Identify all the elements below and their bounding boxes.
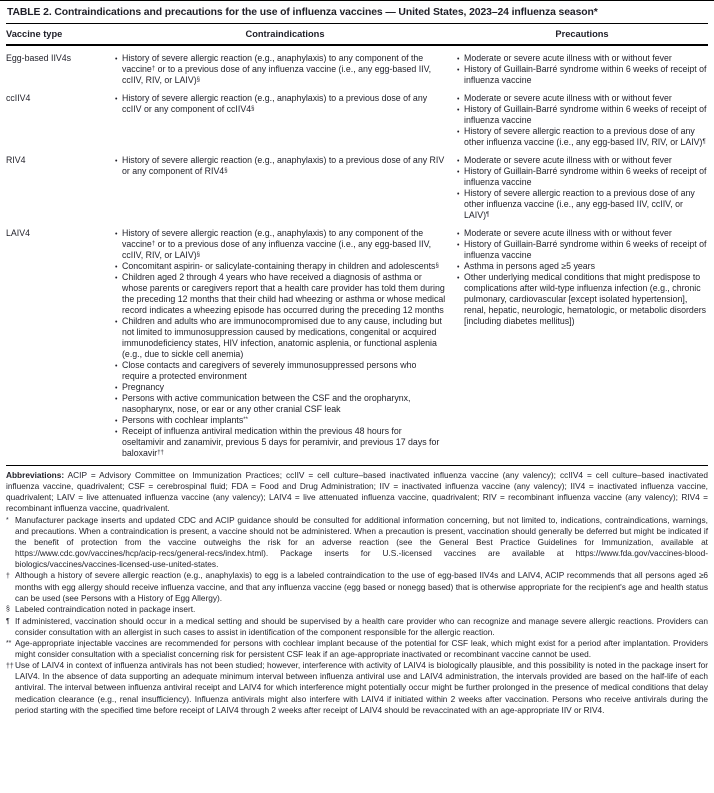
bullet-item: • Children and adults who are immunocompromised due to any cause, including but not limited to immunosuppression caused by medications, congenital or acquired immunodeficiency states, HIV infection, anatomic asplenia, or functional asplenia (e.g., due to sickle cell anemia) xyxy=(114,316,446,360)
footnote-text: Age-appropriate injectable vaccines are recommended for persons with cochlear implant because of the potential for CSF leak, which might exist for a period after implantation. Providers might consider consultation with a specialist concerning risk for persistent CSF leak if an age-appropriate inactivated or recombinant vaccine cannot be used. xyxy=(15,637,708,659)
abbreviations-label: Abbreviations: xyxy=(6,470,65,480)
bullet-item: • Concomitant aspirin- or salicylate-containing therapy in children and adolescents§ xyxy=(114,261,446,272)
bullet-item: • Moderate or severe acute illness with or without fever xyxy=(456,155,708,166)
bullet-item: • Persons with active communication between the CSF and the oropharynx, nasopharynx, nose, or ear or any other cranial CSF leak xyxy=(114,393,446,415)
footnote-marker: § xyxy=(6,606,10,614)
precautions-cell xyxy=(456,228,708,459)
footnote xyxy=(6,616,708,638)
footnote xyxy=(6,515,708,571)
vaccine-type-label: Egg-based IIV4s xyxy=(6,53,72,63)
precautions-cell xyxy=(456,53,708,86)
table-header-row xyxy=(6,24,708,46)
footnote xyxy=(6,660,708,716)
bullet-item: • Asthma in persons aged ≥5 years xyxy=(456,261,708,272)
bullet-item: • History of severe allergic reaction (e.g., anaphylaxis) to any component of the vaccine† or to a previous dose of any influenza vaccine (i.e., any egg-based IIV, ccIIV, RIV, or LAIV)§ xyxy=(114,53,446,86)
footnote-text: Labeled contraindication noted in package insert. xyxy=(15,603,196,614)
contraindications-cell xyxy=(114,228,456,459)
precautions-cell xyxy=(456,93,708,148)
footnote-text: Use of LAIV4 in context of influenza antivirals has not been studied; however, interference with activity of LAIV4 is biologically plausible, and this possibility is noted in the package insert for LAIV4. In the absence of data supporting an adequate minimum interval between influenza antiviral use and LAIV4 administration, the intervals provided are based on the half-life of each antiviral. The interval between influenza antiviral receipt and LAIV4 for which interference might potentially occur might be further prolonged in the presence of medical conditions that delay medication clearance (e.g., renal insufficiency). Influenza antivirals might also interfere with LAIV4 if initiated within 2 weeks after vaccination. Persons who receive antivirals during the period starting with the specified time before receipt of LAIV4 through 2 weeks after receipt of LAIV4 should be revaccinated with an age-appropriate IIV or RIV4. xyxy=(15,660,708,715)
bullet-item: • Receipt of influenza antiviral medication within the previous 48 hours for oseltamivir and zanamivir, previous 5 days for peramivir, and previous 17 days for baloxavir†† xyxy=(114,426,446,459)
footnote xyxy=(6,638,708,660)
precautions-cell xyxy=(456,155,708,221)
bullet-item: • History of severe allergic reaction to a previous dose of any other influenza vaccine (i.e., any egg-based IIV, RIV, or LAIV)¶ xyxy=(456,126,708,148)
footnote-marker: * xyxy=(6,517,9,525)
footnote xyxy=(6,570,708,603)
footnote-text: Although a history of severe allergic reaction (e.g., anaphylaxis) to egg is a labeled contraindication to the use of egg-based IIV4s and LAIV4, ACIP recommends that all persons aged ≥6 months with egg allergy should receive influenza vaccine, and that any influenza vaccine (egg based or nonegg based) that is otherwise appropriate for the recipient's age and health status can be used (see Persons with a History of Egg Allergy). xyxy=(15,570,708,603)
bullet-item: • Persons with cochlear implants** xyxy=(114,415,446,426)
footnote xyxy=(6,604,708,616)
vaccine-type-label: LAIV4 xyxy=(6,228,30,238)
bullet-item: • History of Guillain-Barré syndrome within 6 weeks of receipt of influenza vaccine xyxy=(456,104,708,126)
header-vaccine-type: Vaccine type xyxy=(6,29,63,39)
contraindications-cell xyxy=(114,53,456,86)
table-title: TABLE 2. Contraindications and precautions for the use of influenza vaccines — United States, 2023–24 influenza season* xyxy=(6,1,708,24)
abbreviations-text: ACIP = Advisory Committee on Immunization Practices; ccIIV = cell culture–based inactivated influenza vaccine (any valency); ccIIV4 = cell culture–based inactivated influenza vaccine, quadrivalent; CSF = cerebrospinal fluid; FDA = Food and Drug Administration; IIV = inactivated influenza vaccine (any valency); IIV4 = inactivated influenza vaccine, quadrivalent; LAIV = live attenuated influenza vaccine (any valency); LAIV4 = live attenuated influenza vaccine, quadrivalent; RIV = recombinant influenza vaccine (any valency); RIV4 = recombinant influenza vaccine, quadrivalent. xyxy=(6,470,708,514)
table-footer xyxy=(6,466,708,722)
table-row xyxy=(6,46,708,86)
vaccine-type-label: ccIIV4 xyxy=(6,93,31,103)
header-contraindications: Contraindications xyxy=(245,29,325,39)
bullet-item: • History of severe allergic reaction (e.g., anaphylaxis) to a previous dose of any RIV or any component of RIV4§ xyxy=(114,155,446,177)
bullet-item: • History of severe allergic reaction (e.g., anaphylaxis) to any component of the vaccine† or to a previous dose of any influenza vaccine (i.e., any egg-based IIV, ccIIV, RIV, or LAIV)§ xyxy=(114,228,446,261)
table-row xyxy=(6,86,708,148)
contraindications-cell xyxy=(114,93,456,148)
header-precautions: Precautions xyxy=(555,29,609,39)
vaccine-type-label: RIV4 xyxy=(6,155,26,165)
abbreviations-paragraph xyxy=(6,470,708,515)
bullet-item: • Children aged 2 through 4 years who have received a diagnosis of asthma or whose parents or caregivers report that a health care provider has told them during the preceding 12 months that their child had wheezing or asthma or whose medical record indicates a wheezing episode has occurred during the preceding 12 months xyxy=(114,272,446,316)
bullet-item: • History of Guillain-Barré syndrome within 6 weeks of receipt of influenza vaccine xyxy=(456,166,708,188)
footnote-marker: ¶ xyxy=(6,618,10,626)
table-row xyxy=(6,221,708,459)
bullet-item: • History of severe allergic reaction (e.g., anaphylaxis) to a previous dose of any ccIIV or any component of ccIIV4§ xyxy=(114,93,446,115)
footnote-marker: ** xyxy=(6,640,12,648)
bullet-item: • History of Guillain-Barré syndrome within 6 weeks of receipt of influenza vaccine xyxy=(456,64,708,86)
table-body xyxy=(6,46,708,466)
table-row xyxy=(6,148,708,221)
footnote-text: If administered, vaccination should occur in a medical setting and should be supervised by a health care provider who can recognize and manage severe allergic reactions. Providers can consider consultation with an allergist in such cases to assist in identification of the component responsible for the allergic reaction. xyxy=(15,615,708,637)
footnote-text: Manufacturer package inserts and updated CDC and ACIP guidance should be consulted for additional information concerning, but not limited to, indications, contraindications, warnings, and precautions. When a contraindication is present, a vaccine should not be administered. When a precaution is present, vaccination should generally be deferred but might be indicated if the benefit of protection from the vaccine outweighs the risk for an adverse reaction (see the General Best Practice Guidelines for Immunization, available at https://www.cdc.gov/vaccines/hcp/acip-recs/general-recs/index.html). Package inserts for U.S.-licensed vaccines are available at https://www.fda.gov/vaccines-blood-biologics/vaccines/vaccines-licensed-use-united-states. xyxy=(15,514,708,570)
bullet-item: • Pregnancy xyxy=(114,382,446,393)
bullet-item: • Moderate or severe acute illness with or without fever xyxy=(456,53,708,64)
bullet-item: • Moderate or severe acute illness with or without fever xyxy=(456,93,708,104)
contraindications-cell xyxy=(114,155,456,221)
bullet-item: • Other underlying medical conditions that might predispose to complications after wild-type influenza infection (e.g., chronic pulmonary, cardiovascular [except isolated hypertension], renal, hepatic, neurologic, hematologic, or metabolic disorders [including diabetes mellitus]) xyxy=(456,272,708,327)
footnote-marker: †† xyxy=(6,662,14,670)
bullet-item: • History of severe allergic reaction to a previous dose of any other influenza vaccine (i.e., any egg-based IIV, ccIIV, or LAIV)¶ xyxy=(456,188,708,221)
bullet-item: • History of Guillain-Barré syndrome within 6 weeks of receipt of influenza vaccine xyxy=(456,239,708,261)
bullet-item: • Close contacts and caregivers of severely immunosuppressed persons who require a protected environment xyxy=(114,360,446,382)
footnote-marker: † xyxy=(6,572,10,580)
bullet-item: • Moderate or severe acute illness with or without fever xyxy=(456,228,708,239)
